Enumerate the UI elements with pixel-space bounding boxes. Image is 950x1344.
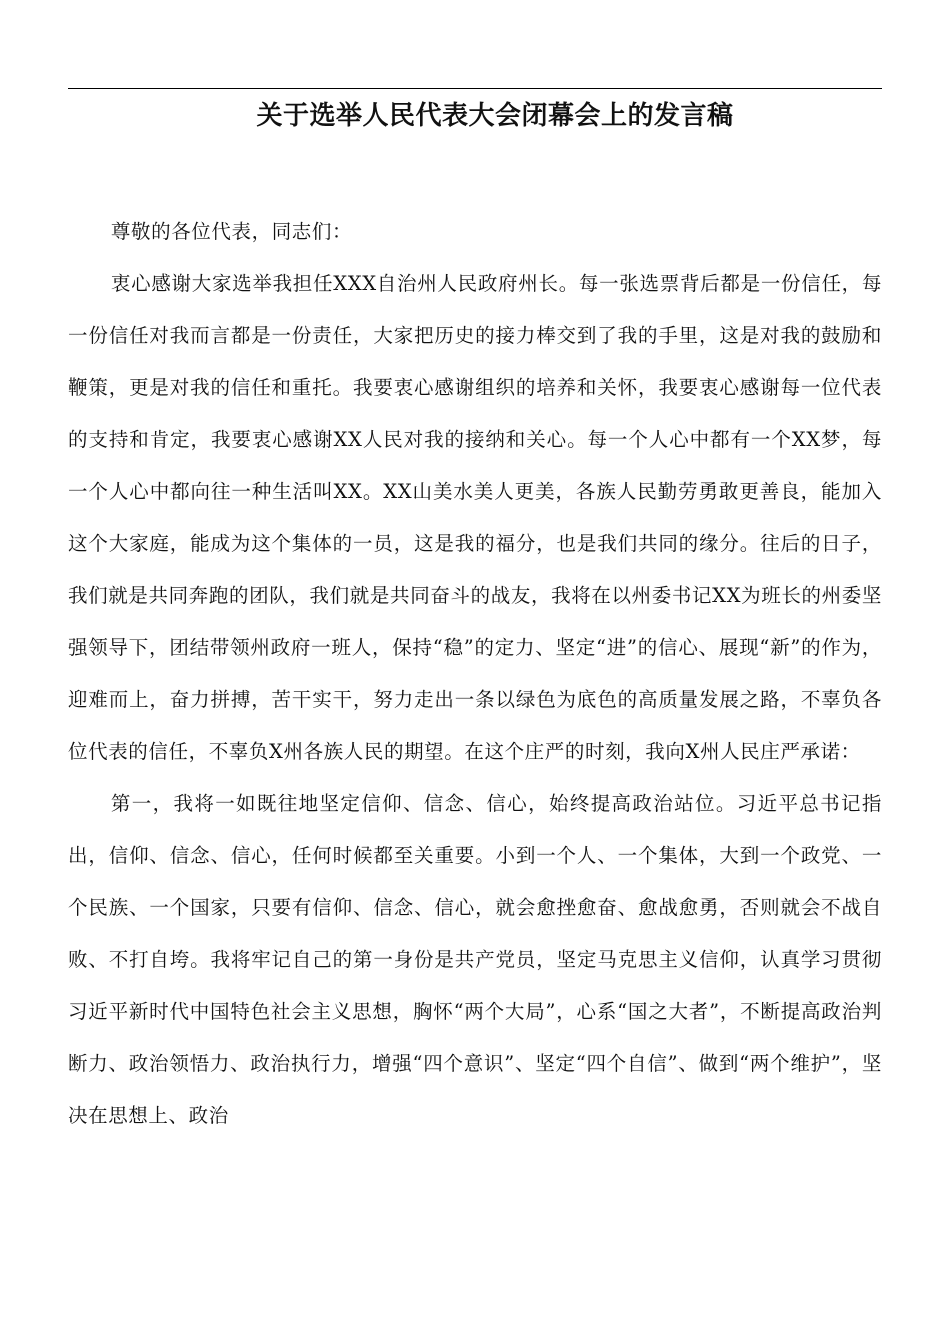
salutation: 尊敬的各位代表，同志们： bbox=[110, 220, 353, 243]
document-title: 关于选举人民代表大会闭幕会上的发言稿 bbox=[256, 101, 734, 131]
header-rule bbox=[68, 88, 882, 89]
paragraph-thanks: 衷心感谢大家选举我担任XXX自治州人民政府州长。每一张选票背后都是一份信任，每一份信任对我而言都是一份责任，大家把历史的接力棒交到了我的手里，这是对我的鼓励和鞭策，更是对我的信任和重托。我要衷心感谢组织的培养和关怀，我要衷心感谢每一位代表的支持和肯定，我要衷心感谢XX人民对我的接纳和关心。每一个人心中都有一个XX梦，每一个人心中都向往一种生活叫XX。XX山美水美人更美，各族人民勤劳勇敢更善良，能加入这个大家庭，能成为这个集体的一员，这是我的福分，也是我们共同的缘分。往后的日子，我们就是共同奔跑的团队，我们就是共同奋斗的战友，我将在以州委书记XX为班长的州委坚强领导下，团结带领州政府一班人，保持“稳”的定力、坚定“进”的信心、展现“新”的作为，迎难而上，奋力拼搏，苦干实干，努力走出一条以绿色为底色的高质量发展之路，不辜负各位代表的信任，不辜负X州各族人民的期望。在这个庄严的时刻，我向X州人民庄严承诺： bbox=[68, 272, 882, 763]
paragraph-first-pledge: 第一，我将一如既往地坚定信仰、信念、信心，始终提高政治站位。习近平总书记指出，信仰、信念、信心，任何时候都至关重要。小到一个人、一个集体，大到一个政党、一个民族、一个国家，只要有信仰、信念、信心，就会愈挫愈奋、愈战愈勇，否则就会不战自败、不打自垮。我将牢记自己的第一身份是共产党员，坚定马克思主义信仰，认真学习贯彻习近平新时代中国特色社会主义思想，胸怀“两个大局”，心系“国之大者”，不断提高政治判断力、政治领悟力、政治执行力，增强“四个意识”、坚定“四个自信”、做到“两个维护”，坚决在思想上、政治 bbox=[68, 792, 882, 1127]
document-body bbox=[68, 206, 882, 1142]
